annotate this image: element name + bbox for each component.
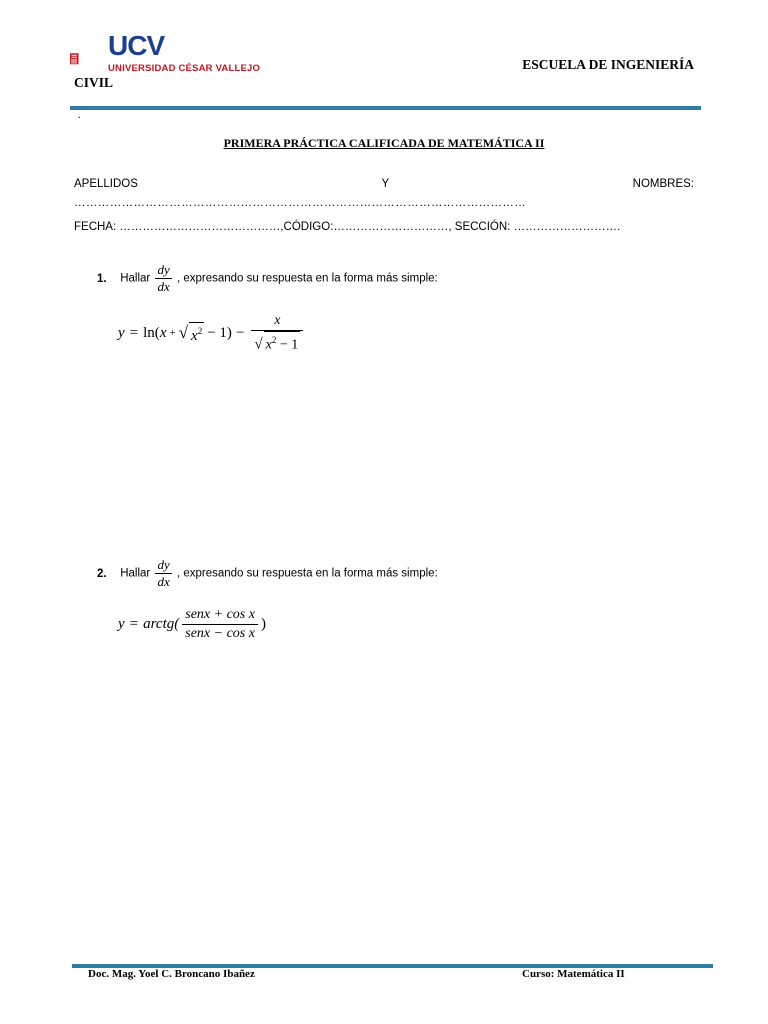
eq-frac-num: senx + cos x [182, 606, 258, 625]
eq-frac-den: senx − cos x [185, 626, 255, 641]
radicand-x: x [191, 328, 198, 345]
school-name-line2: CIVIL [74, 75, 114, 90]
equation-2 [118, 606, 266, 643]
eq-close: ) [260, 616, 266, 632]
equals-sign: = [129, 616, 139, 632]
den-radicand-x: x [265, 337, 272, 353]
eq-lhs: y [118, 324, 125, 341]
question-prefix: Hallar [120, 272, 151, 285]
sqrt-radicand [189, 322, 204, 344]
eq-frac-num: x [251, 312, 303, 331]
eq-frac-den: √ $x^2 - 1$ [251, 331, 303, 355]
den-radicand-exp: 2 [271, 335, 277, 345]
equals-sign: = [129, 324, 139, 341]
apellidos-label: APELLIDOS [74, 178, 138, 190]
nombres-label: NOMBRES: [632, 178, 694, 190]
school-name: ESCUELA DE INGENIERÍA [522, 57, 694, 72]
page-title: PRIMERA PRÁCTICA CALIFICADA DE MATEMÁTICA II [223, 136, 545, 150]
footer-teacher: Doc. Mag. Yoel C. Broncano Ibañez [88, 968, 255, 980]
footer-course: Curso: Matemática II [522, 968, 625, 980]
y-label: Y [381, 178, 390, 190]
eq-fraction [251, 312, 303, 355]
eq-x: x [159, 324, 167, 341]
question-suffix: , expresando su respuesta en la forma más simple: [176, 272, 438, 285]
question-suffix: , expresando su respuesta en la forma más simple: [176, 567, 438, 580]
logo-wordmark: UCV [108, 30, 165, 61]
header-divider [70, 106, 701, 110]
stray-dot: . [78, 110, 81, 121]
derivative-fraction [155, 557, 171, 590]
eq-ln: ln( [143, 324, 160, 341]
eq-minus: − [235, 324, 245, 341]
fraction-numerator: dy [157, 262, 170, 277]
eq-fraction [182, 606, 258, 643]
question-number: 1. [97, 272, 107, 285]
eq-lhs: y [118, 616, 125, 632]
question-number: 2. [97, 567, 107, 580]
question-prefix: Hallar [120, 567, 151, 580]
names-row [74, 178, 694, 190]
logo-subtitle: UNIVERSIDAD CÉSAR VALLEJO [108, 63, 261, 74]
eq-plus: + [169, 327, 176, 340]
radicand-exp: 2 [197, 326, 203, 337]
equation-1 [118, 312, 306, 355]
fraction-numerator: dy [157, 557, 170, 572]
derivative-fraction [155, 262, 171, 295]
eq-fn: arctg( [143, 616, 180, 632]
fecha-codigo-seccion-row: FECHA: ……………………………………,CÓDIGO:…………………………, SECCIÓN: ………………………. [74, 221, 621, 233]
eq-minus-one: − 1) [207, 324, 232, 341]
sqrt-symbol: √ [178, 323, 189, 343]
den-tail: − 1 [279, 337, 299, 353]
fraction-denominator: dx [157, 279, 170, 294]
question-2 [97, 557, 438, 590]
names-fill-line: …………………………………………………………………………………………………… [74, 197, 527, 209]
fraction-denominator: dx [157, 574, 170, 589]
question-1 [97, 262, 438, 295]
